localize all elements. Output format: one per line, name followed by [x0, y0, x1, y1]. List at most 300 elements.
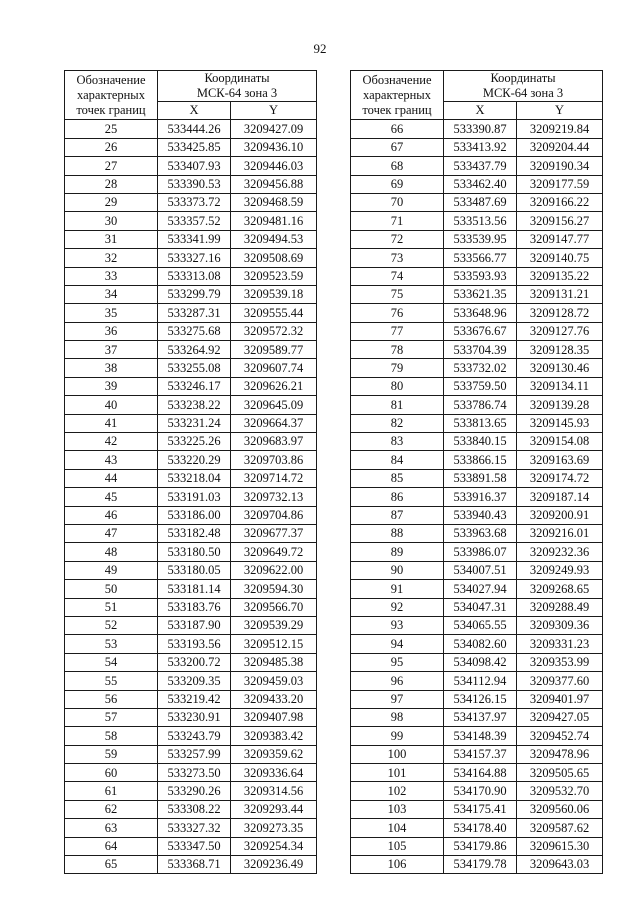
table-row [65, 856, 317, 874]
x-coordinate-cell: 533732.02 [444, 359, 517, 377]
point-number-cell: 45 [65, 488, 158, 506]
table-row [65, 488, 317, 506]
x-coordinate-cell: 534082.60 [444, 635, 517, 653]
x-coordinate-cell: 533308.22 [158, 800, 231, 818]
point-number-cell: 105 [351, 837, 444, 855]
y-coordinate-cell: 3209166.22 [517, 193, 603, 211]
table-row [351, 543, 603, 561]
header-label-line3: точек границ [362, 102, 432, 117]
y-coordinate-cell: 3209452.74 [517, 727, 603, 745]
table-row [351, 304, 603, 322]
table-row [351, 782, 603, 800]
x-coordinate-cell: 533193.56 [158, 635, 231, 653]
x-coordinate-cell: 533327.32 [158, 819, 231, 837]
y-coordinate-cell: 3209468.59 [231, 193, 317, 211]
table-row [65, 304, 317, 322]
table-row [65, 414, 317, 432]
y-coordinate-cell: 3209566.70 [231, 598, 317, 616]
table-row [65, 212, 317, 230]
x-coordinate-cell: 533327.16 [158, 249, 231, 267]
point-number-cell: 66 [351, 120, 444, 138]
header-y: Y [231, 102, 317, 120]
point-number-cell: 86 [351, 488, 444, 506]
point-number-cell: 67 [351, 138, 444, 156]
x-coordinate-cell: 534157.37 [444, 745, 517, 763]
point-number-cell: 46 [65, 506, 158, 524]
header-y: Y [517, 102, 603, 120]
table-row [351, 727, 603, 745]
x-coordinate-cell: 533341.99 [158, 230, 231, 248]
table-row [351, 837, 603, 855]
point-number-cell: 68 [351, 157, 444, 175]
table-row [351, 580, 603, 598]
table-row [65, 396, 317, 414]
x-coordinate-cell: 533593.93 [444, 267, 517, 285]
y-coordinate-cell: 3209268.65 [517, 580, 603, 598]
y-coordinate-cell: 3209532.70 [517, 782, 603, 800]
x-coordinate-cell: 533181.14 [158, 580, 231, 598]
y-coordinate-cell: 3209459.03 [231, 672, 317, 690]
x-coordinate-cell: 533347.50 [158, 837, 231, 855]
x-coordinate-cell: 533257.99 [158, 745, 231, 763]
point-number-cell: 79 [351, 359, 444, 377]
point-number-cell: 50 [65, 580, 158, 598]
point-number-cell: 97 [351, 690, 444, 708]
x-coordinate-cell: 533390.53 [158, 175, 231, 193]
table-row [65, 837, 317, 855]
table-row [65, 377, 317, 395]
x-coordinate-cell: 533390.87 [444, 120, 517, 138]
y-coordinate-cell: 3209478.96 [517, 745, 603, 763]
point-number-cell: 85 [351, 469, 444, 487]
y-coordinate-cell: 3209200.91 [517, 506, 603, 524]
x-coordinate-cell: 533246.17 [158, 377, 231, 395]
point-number-cell: 30 [65, 212, 158, 230]
point-number-cell: 100 [351, 745, 444, 763]
table-row [65, 175, 317, 193]
x-coordinate-cell: 533891.58 [444, 469, 517, 487]
point-number-cell: 72 [351, 230, 444, 248]
point-number-cell: 96 [351, 672, 444, 690]
point-number-cell: 28 [65, 175, 158, 193]
y-coordinate-cell: 3209607.74 [231, 359, 317, 377]
table-row [65, 341, 317, 359]
x-coordinate-cell: 533444.26 [158, 120, 231, 138]
table-row [351, 175, 603, 193]
table-row [65, 745, 317, 763]
table-row [351, 193, 603, 211]
y-coordinate-cell: 3209401.97 [517, 690, 603, 708]
point-number-cell: 39 [65, 377, 158, 395]
point-number-cell: 90 [351, 561, 444, 579]
table-row [65, 433, 317, 451]
y-coordinate-cell: 3209219.84 [517, 120, 603, 138]
y-coordinate-cell: 3209539.29 [231, 616, 317, 634]
x-coordinate-cell: 534179.86 [444, 837, 517, 855]
point-number-cell: 98 [351, 708, 444, 726]
point-number-cell: 78 [351, 341, 444, 359]
x-coordinate-cell: 533621.35 [444, 285, 517, 303]
x-coordinate-cell: 533264.92 [158, 341, 231, 359]
x-coordinate-cell: 533200.72 [158, 653, 231, 671]
point-number-cell: 103 [351, 800, 444, 818]
x-coordinate-cell: 533290.26 [158, 782, 231, 800]
y-coordinate-cell: 3209249.93 [517, 561, 603, 579]
x-coordinate-cell: 534179.78 [444, 856, 517, 874]
header-label-line2: характерных [363, 87, 431, 102]
table-row [351, 396, 603, 414]
y-coordinate-cell: 3209135.22 [517, 267, 603, 285]
header-coords-line1: Координаты [490, 71, 556, 85]
x-coordinate-cell: 533218.04 [158, 469, 231, 487]
x-coordinate-cell: 533413.92 [444, 138, 517, 156]
table-row [65, 764, 317, 782]
table-row [351, 212, 603, 230]
point-number-cell: 95 [351, 653, 444, 671]
point-number-cell: 81 [351, 396, 444, 414]
point-number-cell: 59 [65, 745, 158, 763]
y-coordinate-cell: 3209539.18 [231, 285, 317, 303]
x-coordinate-cell: 534027.94 [444, 580, 517, 598]
header-label-line1: Обозначение [362, 72, 432, 87]
x-coordinate-cell: 534170.90 [444, 782, 517, 800]
y-coordinate-cell: 3209645.09 [231, 396, 317, 414]
table-row [351, 506, 603, 524]
point-number-cell: 58 [65, 727, 158, 745]
y-coordinate-cell: 3209664.37 [231, 414, 317, 432]
x-coordinate-cell: 533255.08 [158, 359, 231, 377]
point-number-cell: 73 [351, 249, 444, 267]
point-number-cell: 60 [65, 764, 158, 782]
y-coordinate-cell: 3209622.00 [231, 561, 317, 579]
point-number-cell: 29 [65, 193, 158, 211]
point-number-cell: 54 [65, 653, 158, 671]
y-coordinate-cell: 3209273.35 [231, 819, 317, 837]
y-coordinate-cell: 3209236.49 [231, 856, 317, 874]
x-coordinate-cell: 533539.95 [444, 230, 517, 248]
y-coordinate-cell: 3209156.27 [517, 212, 603, 230]
header-label-line3: точек границ [76, 102, 146, 117]
point-number-cell: 71 [351, 212, 444, 230]
x-coordinate-cell: 534007.51 [444, 561, 517, 579]
y-coordinate-cell: 3209481.16 [231, 212, 317, 230]
x-coordinate-cell: 533275.68 [158, 322, 231, 340]
y-coordinate-cell: 3209615.30 [517, 837, 603, 855]
x-coordinate-cell: 533183.76 [158, 598, 231, 616]
table-row [65, 800, 317, 818]
header-coordinates [158, 71, 317, 102]
point-number-cell: 34 [65, 285, 158, 303]
point-number-cell: 40 [65, 396, 158, 414]
y-coordinate-cell: 3209145.93 [517, 414, 603, 432]
table-row [351, 341, 603, 359]
point-number-cell: 62 [65, 800, 158, 818]
y-coordinate-cell: 3209359.62 [231, 745, 317, 763]
table-body-left [65, 120, 317, 874]
header-label-line2: характерных [77, 87, 145, 102]
y-coordinate-cell: 3209204.44 [517, 138, 603, 156]
table-row [351, 856, 603, 874]
table-row [351, 230, 603, 248]
point-number-cell: 106 [351, 856, 444, 874]
y-coordinate-cell: 3209187.14 [517, 488, 603, 506]
y-coordinate-cell: 3209216.01 [517, 524, 603, 542]
y-coordinate-cell: 3209704.86 [231, 506, 317, 524]
point-number-cell: 74 [351, 267, 444, 285]
x-coordinate-cell: 533759.50 [444, 377, 517, 395]
x-coordinate-cell: 533287.31 [158, 304, 231, 322]
y-coordinate-cell: 3209436.10 [231, 138, 317, 156]
y-coordinate-cell: 3209174.72 [517, 469, 603, 487]
table-row [65, 157, 317, 175]
y-coordinate-cell: 3209587.62 [517, 819, 603, 837]
point-number-cell: 27 [65, 157, 158, 175]
point-number-cell: 104 [351, 819, 444, 837]
x-coordinate-cell: 533866.15 [444, 451, 517, 469]
table-row [351, 249, 603, 267]
y-coordinate-cell: 3209377.60 [517, 672, 603, 690]
x-coordinate-cell: 533487.69 [444, 193, 517, 211]
x-coordinate-cell: 533786.74 [444, 396, 517, 414]
table-row [351, 433, 603, 451]
x-coordinate-cell: 533407.93 [158, 157, 231, 175]
y-coordinate-cell: 3209523.59 [231, 267, 317, 285]
y-coordinate-cell: 3209127.76 [517, 322, 603, 340]
y-coordinate-cell: 3209140.75 [517, 249, 603, 267]
x-coordinate-cell: 533182.48 [158, 524, 231, 542]
table-row [351, 359, 603, 377]
table-row [65, 267, 317, 285]
x-coordinate-cell: 533220.29 [158, 451, 231, 469]
table-row [351, 322, 603, 340]
y-coordinate-cell: 3209154.08 [517, 433, 603, 451]
x-coordinate-cell: 533704.39 [444, 341, 517, 359]
table-row [65, 543, 317, 561]
table-row [65, 230, 317, 248]
coordinates-table-right [350, 70, 603, 874]
table-row [351, 561, 603, 579]
y-coordinate-cell: 3209163.69 [517, 451, 603, 469]
point-number-cell: 42 [65, 433, 158, 451]
x-coordinate-cell: 533357.52 [158, 212, 231, 230]
y-coordinate-cell: 3209572.32 [231, 322, 317, 340]
x-coordinate-cell: 534175.41 [444, 800, 517, 818]
table-row [351, 414, 603, 432]
y-coordinate-cell: 3209139.28 [517, 396, 603, 414]
x-coordinate-cell: 533238.22 [158, 396, 231, 414]
point-number-cell: 82 [351, 414, 444, 432]
x-coordinate-cell: 533231.24 [158, 414, 231, 432]
x-coordinate-cell: 533209.35 [158, 672, 231, 690]
table-row [65, 469, 317, 487]
x-coordinate-cell: 533180.05 [158, 561, 231, 579]
table-row [351, 653, 603, 671]
y-coordinate-cell: 3209683.97 [231, 433, 317, 451]
table-row [65, 672, 317, 690]
table-body-right [351, 120, 603, 874]
point-number-cell: 36 [65, 322, 158, 340]
table-row [351, 138, 603, 156]
point-number-cell: 102 [351, 782, 444, 800]
table-row [351, 377, 603, 395]
point-number-cell: 89 [351, 543, 444, 561]
x-coordinate-cell: 533963.68 [444, 524, 517, 542]
y-coordinate-cell: 3209677.37 [231, 524, 317, 542]
point-number-cell: 31 [65, 230, 158, 248]
table-row [351, 635, 603, 653]
y-coordinate-cell: 3209147.77 [517, 230, 603, 248]
y-coordinate-cell: 3209594.30 [231, 580, 317, 598]
y-coordinate-cell: 3209494.53 [231, 230, 317, 248]
x-coordinate-cell: 533373.72 [158, 193, 231, 211]
y-coordinate-cell: 3209232.36 [517, 543, 603, 561]
point-number-cell: 65 [65, 856, 158, 874]
x-coordinate-cell: 533243.79 [158, 727, 231, 745]
table-row [65, 193, 317, 211]
header-x: X [444, 102, 517, 120]
table-row [65, 285, 317, 303]
x-coordinate-cell: 534098.42 [444, 653, 517, 671]
table-row [351, 285, 603, 303]
y-coordinate-cell: 3209353.99 [517, 653, 603, 671]
y-coordinate-cell: 3209331.23 [517, 635, 603, 653]
table-row [351, 157, 603, 175]
header-point-label [351, 71, 444, 120]
point-number-cell: 92 [351, 598, 444, 616]
table-row [351, 598, 603, 616]
x-coordinate-cell: 533813.65 [444, 414, 517, 432]
x-coordinate-cell: 533368.71 [158, 856, 231, 874]
table-row [65, 782, 317, 800]
y-coordinate-cell: 3209131.21 [517, 285, 603, 303]
x-coordinate-cell: 534065.55 [444, 616, 517, 634]
point-number-cell: 93 [351, 616, 444, 634]
table-row [65, 727, 317, 745]
table-row [65, 524, 317, 542]
y-coordinate-cell: 3209314.56 [231, 782, 317, 800]
x-coordinate-cell: 534112.94 [444, 672, 517, 690]
y-coordinate-cell: 3209383.42 [231, 727, 317, 745]
point-number-cell: 43 [65, 451, 158, 469]
x-coordinate-cell: 533225.26 [158, 433, 231, 451]
table-row [65, 616, 317, 634]
table-row [351, 469, 603, 487]
x-coordinate-cell: 534047.31 [444, 598, 517, 616]
point-number-cell: 55 [65, 672, 158, 690]
x-coordinate-cell: 533186.00 [158, 506, 231, 524]
y-coordinate-cell: 3209407.98 [231, 708, 317, 726]
table-row [65, 138, 317, 156]
y-coordinate-cell: 3209433.20 [231, 690, 317, 708]
table-row [351, 708, 603, 726]
table-row [65, 708, 317, 726]
point-number-cell: 44 [65, 469, 158, 487]
table-row [351, 524, 603, 542]
table-row [65, 635, 317, 653]
x-coordinate-cell: 534178.40 [444, 819, 517, 837]
point-number-cell: 25 [65, 120, 158, 138]
point-number-cell: 70 [351, 193, 444, 211]
x-coordinate-cell: 533437.79 [444, 157, 517, 175]
point-number-cell: 33 [65, 267, 158, 285]
x-coordinate-cell: 533219.42 [158, 690, 231, 708]
table-row [351, 488, 603, 506]
table-row [65, 819, 317, 837]
y-coordinate-cell: 3209177.59 [517, 175, 603, 193]
point-number-cell: 57 [65, 708, 158, 726]
header-coords-line1: Координаты [204, 71, 270, 85]
header-label-line1: Обозначение [76, 72, 146, 87]
x-coordinate-cell: 533566.77 [444, 249, 517, 267]
x-coordinate-cell: 534164.88 [444, 764, 517, 782]
x-coordinate-cell: 533513.56 [444, 212, 517, 230]
point-number-cell: 69 [351, 175, 444, 193]
x-coordinate-cell: 534148.39 [444, 727, 517, 745]
table-row [65, 690, 317, 708]
x-coordinate-cell: 533230.91 [158, 708, 231, 726]
point-number-cell: 53 [65, 635, 158, 653]
table-row [65, 359, 317, 377]
y-coordinate-cell: 3209446.03 [231, 157, 317, 175]
y-coordinate-cell: 3209508.69 [231, 249, 317, 267]
table-row [351, 819, 603, 837]
x-coordinate-cell: 533187.90 [158, 616, 231, 634]
y-coordinate-cell: 3209732.13 [231, 488, 317, 506]
x-coordinate-cell: 533425.85 [158, 138, 231, 156]
y-coordinate-cell: 3209643.03 [517, 856, 603, 874]
point-number-cell: 76 [351, 304, 444, 322]
point-number-cell: 37 [65, 341, 158, 359]
table-row [65, 249, 317, 267]
y-coordinate-cell: 3209293.44 [231, 800, 317, 818]
header-point-label [65, 71, 158, 120]
point-number-cell: 49 [65, 561, 158, 579]
point-number-cell: 35 [65, 304, 158, 322]
y-coordinate-cell: 3209134.11 [517, 377, 603, 395]
point-number-cell: 52 [65, 616, 158, 634]
y-coordinate-cell: 3209128.72 [517, 304, 603, 322]
y-coordinate-cell: 3209130.46 [517, 359, 603, 377]
x-coordinate-cell: 533191.03 [158, 488, 231, 506]
table-row [65, 451, 317, 469]
coordinates-table-left [64, 70, 317, 874]
table-row [65, 120, 317, 138]
y-coordinate-cell: 3209505.65 [517, 764, 603, 782]
y-coordinate-cell: 3209649.72 [231, 543, 317, 561]
x-coordinate-cell: 533940.43 [444, 506, 517, 524]
point-number-cell: 99 [351, 727, 444, 745]
point-number-cell: 80 [351, 377, 444, 395]
header-coords-line2: МСК-64 зона 3 [196, 86, 278, 100]
point-number-cell: 47 [65, 524, 158, 542]
x-coordinate-cell: 533313.08 [158, 267, 231, 285]
x-coordinate-cell: 533676.67 [444, 322, 517, 340]
header-coords-line2: МСК-64 зона 3 [482, 86, 564, 100]
table-row [351, 616, 603, 634]
point-number-cell: 94 [351, 635, 444, 653]
point-number-cell: 51 [65, 598, 158, 616]
y-coordinate-cell: 3209626.21 [231, 377, 317, 395]
point-number-cell: 38 [65, 359, 158, 377]
point-number-cell: 101 [351, 764, 444, 782]
y-coordinate-cell: 3209560.06 [517, 800, 603, 818]
y-coordinate-cell: 3209336.64 [231, 764, 317, 782]
page-number: 92 [313, 41, 327, 56]
point-number-cell: 32 [65, 249, 158, 267]
point-number-cell: 91 [351, 580, 444, 598]
y-coordinate-cell: 3209456.88 [231, 175, 317, 193]
x-coordinate-cell: 533840.15 [444, 433, 517, 451]
